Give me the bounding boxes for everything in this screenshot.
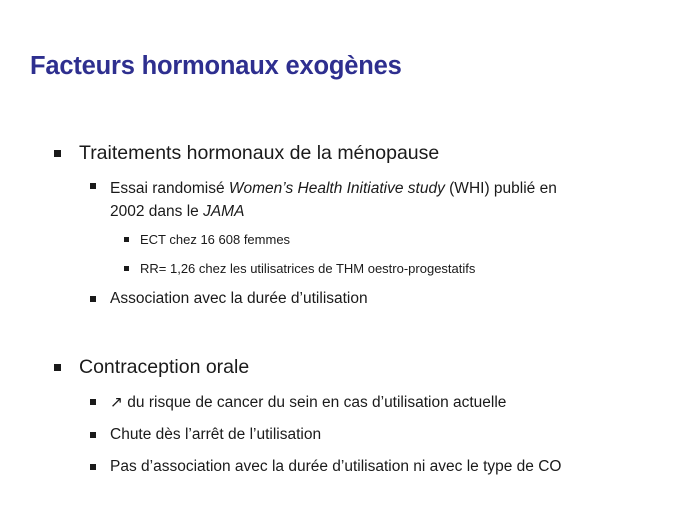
slide-title: Facteurs hormonaux exogènes xyxy=(30,52,402,80)
bullet-whi-study xyxy=(110,177,557,223)
bullet-duration-association xyxy=(110,290,368,308)
square-bullet-icon xyxy=(90,296,96,302)
bullet-text: Association avec la durée d’utilisation xyxy=(110,290,368,307)
bullet-hormone-treatments xyxy=(79,142,439,165)
bullet-text-line-2: 2002 dans le JAMA xyxy=(110,203,245,220)
square-bullet-icon xyxy=(90,464,96,470)
bullet-ect-count xyxy=(140,232,290,247)
bullet-relative-risk xyxy=(140,261,475,276)
bullet-text-line-1: Essai randomisé Women’s Health Initiative study (WHI) publié en xyxy=(110,180,557,197)
square-bullet-icon xyxy=(54,364,61,371)
square-bullet-icon xyxy=(54,150,61,157)
bullet-oral-contraception xyxy=(79,356,249,379)
square-bullet-icon xyxy=(90,399,96,405)
bullet-no-association xyxy=(110,458,561,476)
bullet-increased-risk xyxy=(110,393,506,412)
bullet-text: Contraception orale xyxy=(79,356,250,378)
bullet-text: Pas d’association avec la durée d’utilisation ni avec le type de CO xyxy=(110,458,562,475)
square-bullet-icon xyxy=(124,266,129,271)
bullet-text: RR= 1,26 chez les utilisatrices de THM oestro-progestatifs xyxy=(140,261,476,276)
bullet-drop-after-stop xyxy=(110,426,321,444)
bullet-text: ECT chez 16 608 femmes xyxy=(140,232,291,247)
square-bullet-icon xyxy=(90,183,96,189)
bullet-text: Traitements hormonaux de la ménopause xyxy=(79,142,440,164)
square-bullet-icon xyxy=(90,432,96,438)
bullet-text: Chute dès l’arrêt de l’utilisation xyxy=(110,426,322,443)
bullet-text: ↗ du risque de cancer du sein en cas d’utilisation actuelle xyxy=(110,394,507,411)
square-bullet-icon xyxy=(124,237,129,242)
